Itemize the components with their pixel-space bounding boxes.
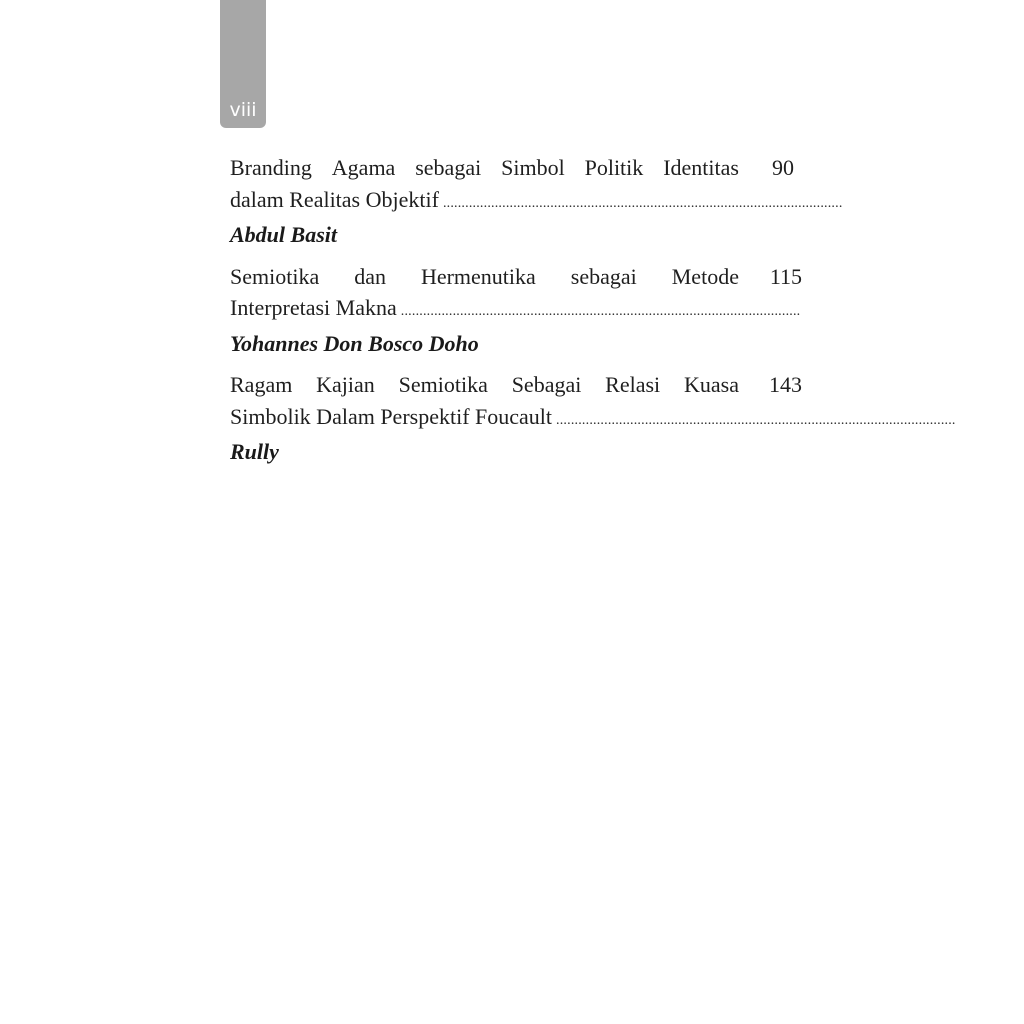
toc-entry-title-line-2: [230, 184, 843, 220]
toc-entry-title-line-2: [230, 292, 801, 328]
page-number: viii: [229, 99, 257, 121]
title-word: Branding: [230, 155, 312, 180]
table-of-contents: [230, 152, 956, 478]
title-word: Simbol: [501, 155, 565, 180]
title-continuation: Interpretasi Makna: [230, 295, 397, 320]
title-continuation: dalam Realitas Objektif: [230, 186, 439, 212]
title-word: Semiotika: [398, 372, 488, 397]
toc-entry: [230, 261, 802, 360]
title-word: Metode: [671, 263, 739, 289]
toc-entry-title-line-1: [230, 261, 739, 293]
title-word: Kajian: [316, 372, 375, 397]
toc-entry-title-line-1: [230, 369, 739, 401]
dot-leader: ............................................................................................................: [556, 412, 956, 428]
dot-leader: ............................................................................................................: [442, 195, 843, 211]
title-word: Relasi: [605, 372, 661, 397]
toc-page-ref: 143: [769, 372, 802, 397]
title-word: Identitas: [663, 155, 739, 180]
dot-leader: ............................................................................................................: [400, 304, 801, 319]
title-word: Politik: [584, 155, 644, 180]
toc-author: Abdul Basit: [230, 222, 337, 247]
title-continuation: Simbolik Dalam Perspektif Foucault: [230, 403, 553, 429]
title-word: Kuasa: [684, 372, 739, 397]
toc-entry: [230, 152, 843, 251]
toc-entry-title-line-2: [230, 401, 956, 437]
title-word: sebagai: [570, 263, 637, 289]
title-word: Hermenutika: [420, 263, 536, 289]
toc-author: Rully: [230, 439, 279, 464]
toc-page-ref: 90: [772, 155, 794, 180]
title-word: Agama: [331, 155, 396, 180]
page-number-tab: [220, 0, 266, 128]
title-word: Semiotika: [230, 263, 320, 289]
title-word: dan: [354, 263, 386, 289]
title-word: Ragam: [230, 372, 293, 397]
toc-entry: [230, 369, 956, 468]
title-word: Sebagai: [511, 372, 582, 397]
title-word: sebagai: [415, 155, 482, 180]
toc-page-ref: 115: [769, 263, 802, 289]
toc-author: Yohannes Don Bosco Doho: [230, 330, 479, 356]
toc-entry-title-line-1: [230, 152, 739, 184]
